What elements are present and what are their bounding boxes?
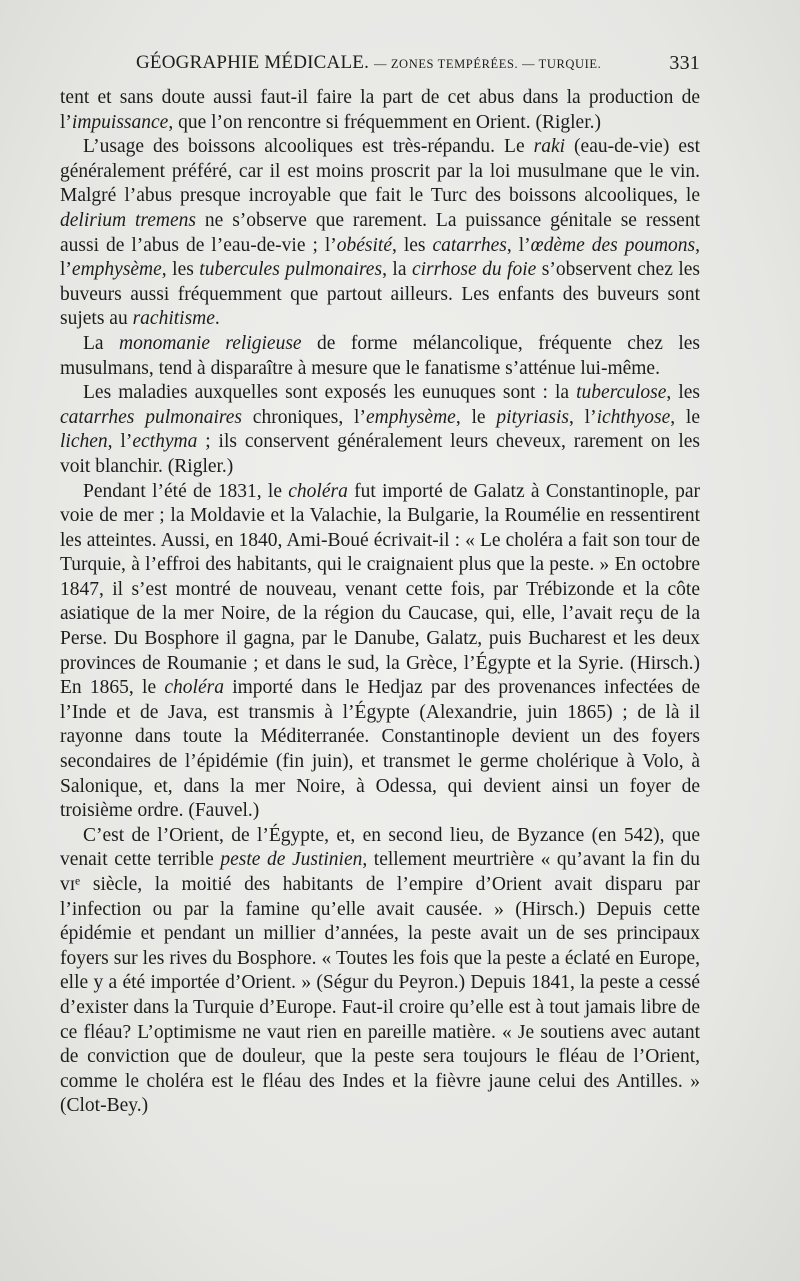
text-run: fut importé de Galatz à Constantinople, par voie de mer ; la Moldavie et la Valachie, la Bulgarie, la Roumélie en ressentirent les atteintes. Aussi, en 1840, Ami-Boué écrivait-il : « Le choléra a fait son tour de Turquie, à l’effroi des habitants, qui le craignaient plus que la peste. » En octobre 1847, il s’est montré de nouveau, venant cette fois, par Trébizonde et la côte asiatique de la mer Noire, de la région du Caucase, qui, elle, l’avait reçu de la Perse. Du Bosphore il gagna, par le Danube, Galatz, puis Bucharest et les deux provinces de Roumanie ; et dans le sud, la Grèce, l’Égypte et la Syrie. (Hirsch.) En 1865, le — [60, 480, 700, 699]
text-run: tent et sans doute aussi faut-il faire la part de cet abus dans la production de l’ — [60, 87, 700, 133]
text-run: , l’ — [60, 234, 700, 281]
text-run: de forme mélancolique, fréquente chez les musulmans, tend à disparaître à mesure que le fanatisme s’atténue lui-même. — [60, 332, 700, 379]
text-run: ne s’observe que rarement. La puissance génitale se ressent aussi de l’abus de l’eau-de-vie ; l’ — [60, 209, 701, 256]
text-run: importé dans le Hedjaz par des provenances infectées de l’Inde et de Java, est transmis à l’Égypte (Alexandrie, juin 1865) ; de là il rayonne dans toute la Méditerranée. Constantinople devient un des foyers secondaires de l’épidémie (fin juin), et transmet le germe cholérique à Volo, à Salonique, et, dans la mer Noire, à Odessa, qui devient ainsi un foyer de troisième ordre. (Fauvel.) — [60, 677, 700, 822]
running-header — [60, 52, 700, 78]
paragraph — [60, 332, 700, 381]
italic-text: obésité — [336, 234, 392, 256]
text-run: , la — [382, 259, 412, 281]
italic-text: catarrhes — [432, 234, 507, 256]
paragraph — [60, 135, 700, 332]
paragraph — [60, 824, 700, 1119]
paragraph — [60, 86, 700, 135]
paragraph — [60, 381, 700, 479]
italic-text: choléra — [288, 480, 348, 502]
text-run: s’observent chez les buveurs aussi fréquemment que partout ailleurs. Les enfants des buveurs sont sujets au — [60, 259, 701, 330]
italic-text: ichthyose — [596, 406, 671, 428]
text-run: ; ils conservent généralement leurs cheveux, rarement on les voit blanchir. (Rigler.) — [60, 431, 700, 477]
italic-text: catarrhes pulmonaires — [60, 406, 242, 428]
italic-text: monomanie religieuse — [119, 332, 302, 354]
text-run: , l’ — [107, 431, 133, 453]
body-text — [60, 86, 700, 1119]
text-run: Pendant l’été de 1831, le — [83, 480, 289, 502]
text-run: C’est de l’Orient, de l’Égypte, et, en second lieu, de Byzance (en 542), que venait cette terrible — [60, 824, 700, 871]
text-run: chroniques, l’ — [241, 406, 366, 428]
italic-text: peste de Justinien — [220, 849, 363, 871]
italic-text: raki — [533, 136, 566, 158]
text-run: , que l’on rencontre si fréquemment en Orient. (Rigler.) — [168, 111, 601, 133]
text-run: , les — [392, 234, 433, 256]
italic-text: emphysème — [71, 259, 162, 281]
italic-text: ecthyma — [132, 431, 198, 453]
page-number: 331 — [669, 52, 700, 74]
text-run: (eau-de-vie) est généralement préféré, car il est moins proscrit par la loi musulmane que le vin. Malgré l’abus presque incroyable que fait le Turc des boissons alcooliques, le — [60, 136, 700, 207]
italic-text: pityriasis — [496, 406, 569, 428]
text-run: , tellement meurtrière « qu’avant la fin du vɪᵉ siècle, la moitié des habitants de l’empire d’Orient avait disparu par l’infection ou par la famine qu’elle avait causée. » (Hirsch.) Depuis cette épidémie et pendant un millier d’années, la peste avait un de ses principaux foyers sur les rives du Bosphore. « Toutes les fois que la peste a éclaté en Europe, elle y a été importée d’Orient. » (Ségur du Peyron.) Depuis 1841, la peste a cessé d’exister dans la Turquie d’Europe. Faut-il croire qu’elle est à tout jamais libre de ce fléau? L’optimisme ne vaut rien en pareille matière. « Je soutiens avec autant de conviction que de douleur, que la peste sera toujours le fléau de l’Orient, comme le choléra est le fléau des Indes et la fièvre jaune celui des Antilles. » (Clot-Bey.) — [60, 849, 701, 1117]
text-run: , le — [455, 406, 497, 428]
text-run: , les — [161, 259, 200, 281]
text-run: . — [214, 308, 220, 330]
italic-text: choléra — [164, 677, 224, 699]
italic-text: rachitisme — [132, 308, 215, 330]
text-run: , l’ — [569, 406, 597, 428]
paragraph — [60, 480, 700, 824]
italic-text: tuberculose — [576, 382, 667, 404]
italic-text: tubercules pulmonaires — [199, 259, 383, 281]
text-run: , le — [670, 406, 701, 428]
text-run: , les — [666, 382, 700, 404]
italic-text: emphysème — [365, 406, 456, 428]
header-title: GÉOGRAPHIE MÉDICALE. — [136, 52, 370, 73]
italic-text: lichen — [60, 431, 108, 453]
text-run: L’usage des boissons alcooliques est très-répandu. Le — [83, 136, 534, 158]
italic-text: cirrhose du foie — [411, 259, 537, 281]
italic-text: œdème des poumons — [530, 234, 696, 256]
text-run: Les maladies auxquelles sont exposés les eunuques sont : la — [83, 382, 577, 404]
italic-text: impuissance — [71, 111, 169, 133]
italic-text: delirium tremens — [60, 209, 196, 231]
header-subtitle: — ZONES TEMPÉRÉES. — TURQUIE. — [374, 57, 602, 71]
text-run: , l’ — [506, 234, 531, 256]
running-head — [136, 52, 601, 74]
text-run: La — [83, 332, 119, 354]
